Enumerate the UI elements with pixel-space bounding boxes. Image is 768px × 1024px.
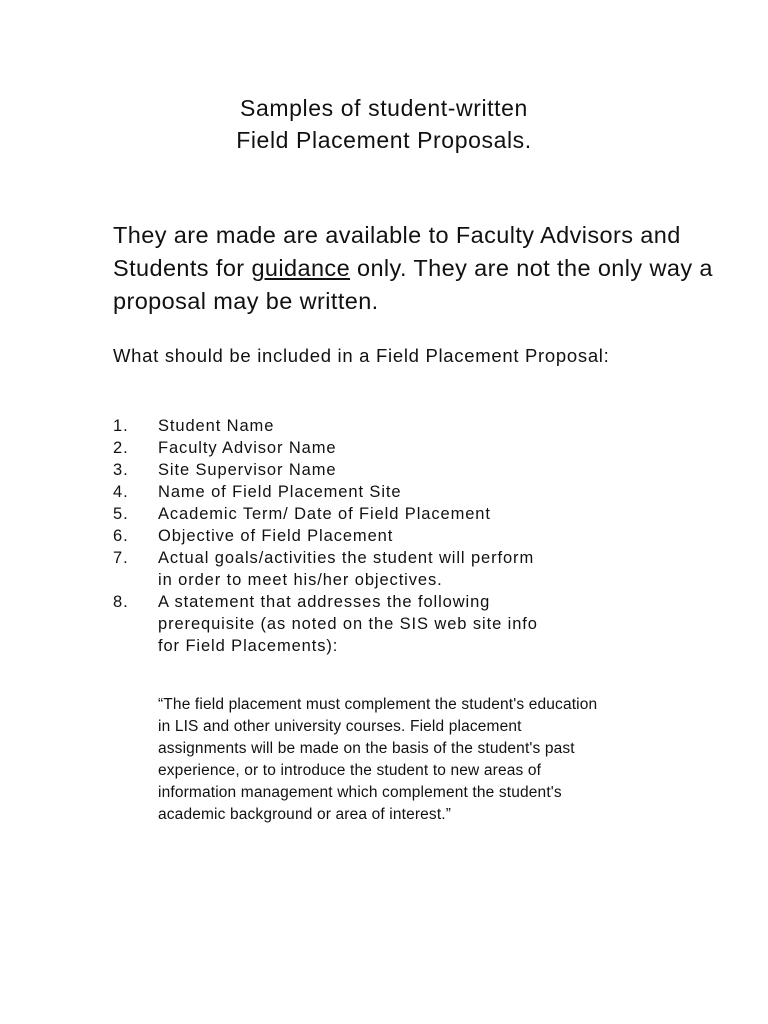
list-item-text: A statement that addresses the following prerequisite (as noted on the SIS web site info for Field Placements): [158, 593, 538, 655]
included-items-list [113, 415, 633, 657]
prerequisite-quote: “The field placement must complement the student's education in LIS and other university courses. Field placement assignments will be made on the basis of the student's past experience, or to introduce the student to new areas of information management which complement the student's academic background or area of interest.” [158, 696, 598, 823]
list-item [113, 547, 633, 591]
document-title [0, 92, 768, 156]
list-item-number: 5. [113, 505, 129, 523]
list-item-text: Site Supervisor Name [158, 461, 337, 479]
list-item [113, 525, 633, 547]
list-item-text: Faculty Advisor Name [158, 439, 337, 457]
list-item [113, 437, 633, 459]
list-item [113, 503, 633, 525]
list-item-number: 4. [113, 483, 129, 501]
list-item-text: Academic Term/ Date of Field Placement [158, 505, 491, 523]
list-item-text: Actual goals/activities the student will perform in order to meet his/her objectives. [158, 549, 535, 589]
intro-paragraph [113, 219, 733, 318]
list-item-text: Name of Field Placement Site [158, 483, 402, 501]
list-item-number: 7. [113, 549, 129, 567]
list-item [113, 591, 633, 657]
list-item-number: 2. [113, 439, 129, 457]
list-item-number: 1. [113, 417, 129, 435]
list-item [113, 459, 633, 481]
title-line-2: Field Placement Proposals. [236, 127, 532, 153]
title-line-1: Samples of student-written [240, 95, 528, 121]
section-question: What should be included in a Field Placement Proposal: [113, 345, 610, 366]
intro-text-end: only. They are not the only way a proposal may be written. [113, 255, 713, 314]
list-item-number: 8. [113, 593, 129, 611]
list-item-number: 6. [113, 527, 129, 545]
list-item-text: Student Name [158, 417, 275, 435]
intro-underlined-word: guidance [251, 255, 351, 281]
intro-text-start: They are made are available to Faculty Advisors and Students for [113, 222, 681, 281]
list-item-text: Objective of Field Placement [158, 527, 394, 545]
list-item [113, 481, 633, 503]
list-item-number: 3. [113, 461, 129, 479]
list-item [113, 415, 633, 437]
